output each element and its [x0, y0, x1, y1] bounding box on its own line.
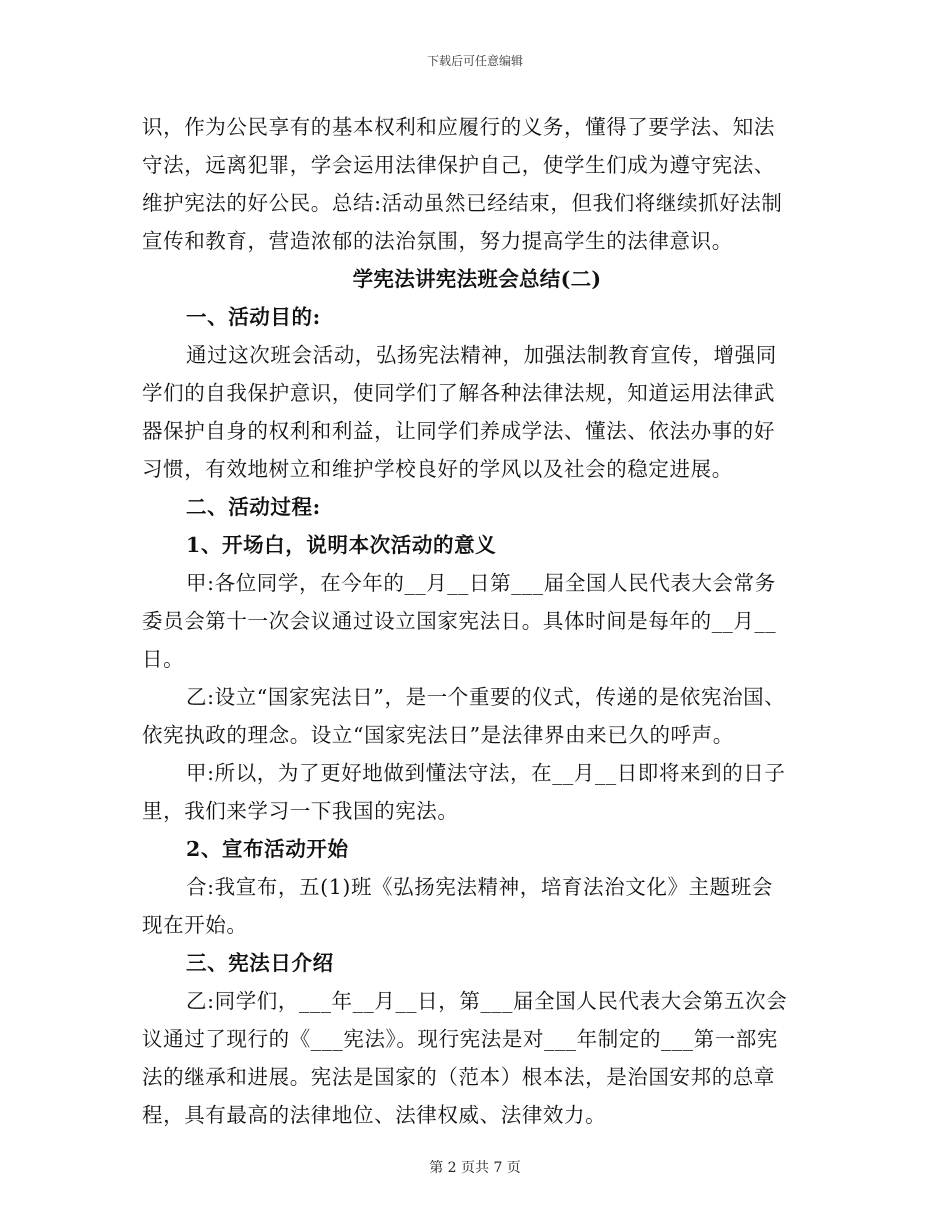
text-line: 器保护自身的权利和利益，让同学们养成学法、懂法、依法办事的好: [142, 419, 775, 443]
text-line: 议通过了现行的《___宪法》。现行宪法是对___年制定的___第一部宪: [142, 1027, 778, 1051]
section-heading: 一、活动目的:: [186, 305, 321, 329]
section-heading: 2、宣布活动开始: [186, 837, 349, 861]
text-line: 依宪执政的理念。设立“国家宪法日”是法律界由来已久的呼声。: [142, 723, 734, 747]
page-footer: 第 2 页共 7 页: [429, 1160, 521, 1176]
text-line: 日。: [142, 647, 185, 671]
document-body: [142, 108, 812, 1134]
section-title: 学宪法讲宪法班会总结(二): [352, 267, 602, 291]
text-line: 守法，远离犯罪，学会运用法律保护自己，使学生们成为遵守宪法、: [142, 153, 775, 177]
text-line: 现在开始。: [142, 913, 248, 937]
text-line: 维护宪法的好公民。总结:活动虽然已经结束，但我们将继续抓好法制: [142, 191, 783, 215]
text-line: 识，作为公民享有的基本权利和应履行的义务，懂得了要学法、知法: [142, 115, 775, 139]
text-line: 程，具有最高的法律地位、法律权威、法律效力。: [142, 1103, 607, 1127]
text-line: 甲:各位同学，在今年的__月__日第___届全国人民代表大会常务: [186, 571, 776, 595]
text-line: 乙:设立“国家宪法日”，是一个重要的仪式，传递的是依宪治国、: [186, 685, 786, 709]
section-heading: 1、开场白，说明本次活动的意义: [186, 533, 497, 557]
text-line: 甲:所以，为了更好地做到懂法守法，在__月__日即将来到的日子: [186, 761, 786, 785]
text-line: 合:我宣布，五(1)班《弘扬宪法精神，培育法治文化》主题班会: [186, 875, 773, 899]
text-line: 宣传和教育，营造浓郁的法治氛围，努力提高学生的法律意识。: [142, 229, 733, 253]
text-line: 乙:同学们，___年__月__日，第___届全国人民代表大会第五次会: [186, 989, 788, 1013]
text-line: 通过这次班会活动，弘扬宪法精神，加强法制教育宣传，增强同: [186, 343, 777, 367]
section-heading: 二、活动过程:: [186, 495, 321, 519]
text-line: 里，我们来学习一下我国的宪法。: [142, 799, 459, 823]
text-line: 习惯，有效地树立和维护学校良好的学风以及社会的稳定进展。: [142, 457, 733, 481]
section-heading: 三、宪法日介绍: [186, 951, 334, 975]
page-header: 下载后可任意编辑: [426, 54, 523, 68]
text-line: 学们的自我保护意识，使同学们了解各种法律法规，知道运用法律武: [142, 381, 775, 405]
text-line: 法的继承和进展。宪法是国家的（范本）根本法，是治国安邦的总章: [142, 1065, 775, 1089]
text-line: 委员会第十一次会议通过设立国家宪法日。具体时间是每年的__月__: [142, 609, 777, 633]
